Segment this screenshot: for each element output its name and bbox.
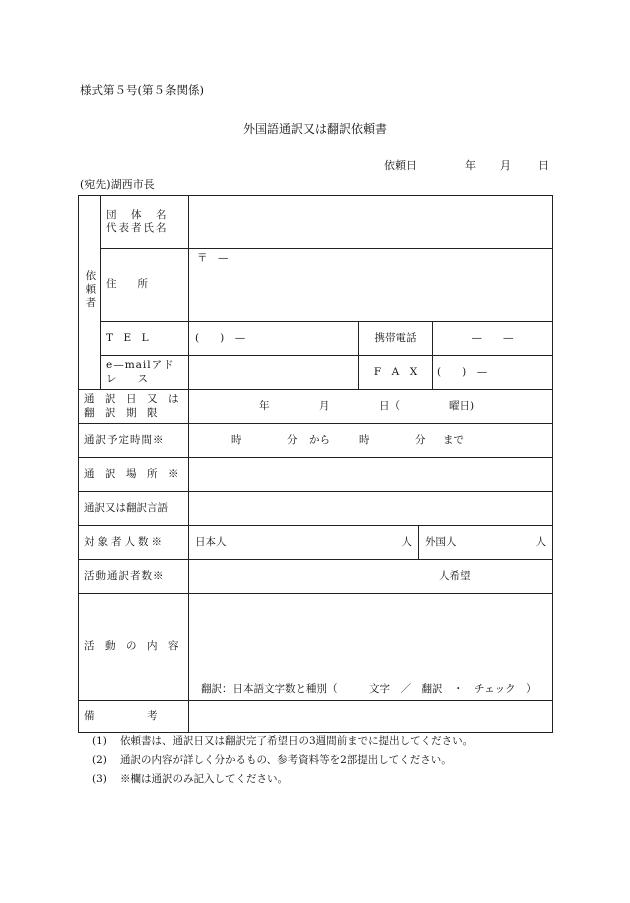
fax-value: ( ) — <box>437 365 488 378</box>
deadline-label-line2: 翻 訳 期 限 <box>84 406 158 419</box>
tel-field[interactable] <box>189 322 359 356</box>
tel-label-cell <box>101 322 189 356</box>
email-label-line1: e—mailアド <box>106 359 175 372</box>
mobile-value: — — <box>471 331 514 344</box>
deadline-label-cell <box>79 390 189 424</box>
activity-label-cell <box>79 594 189 701</box>
remarks-label: 備 考 <box>84 709 158 722</box>
time-field[interactable] <box>189 424 553 458</box>
request-date-label: 依頼日 <box>384 159 417 172</box>
mobile-field[interactable] <box>433 322 553 356</box>
note-item: (1) 依頼書は、通訳日又は翻訳完了希望日の3週間前までに提出してください。 <box>92 735 474 747</box>
fax-label: F A X <box>373 365 418 378</box>
language-label-cell <box>79 492 189 526</box>
foreign-count-field[interactable] <box>419 526 553 560</box>
japanese-unit: 人 <box>401 535 412 548</box>
form-number: 様式第５号(第５条関係) <box>80 83 204 97</box>
time-label-cell <box>79 424 189 458</box>
org-name-label: 団 体 名 <box>106 208 169 221</box>
activity-label: 活 動 の 内 容 <box>84 640 179 653</box>
org-name-field[interactable] <box>189 196 553 249</box>
interpreters-field[interactable] <box>189 560 553 594</box>
fax-field[interactable] <box>433 356 553 390</box>
mobile-label-cell <box>359 322 433 356</box>
deadline-year: 年 <box>259 399 270 412</box>
email-field[interactable] <box>189 356 359 390</box>
time-minute-to: 分 <box>415 433 426 446</box>
address-label: 住 所 <box>106 278 148 291</box>
email-label-line2: レ ス <box>106 372 148 385</box>
participants-label: 対象者人数※ <box>84 535 165 548</box>
request-date-day: 日 <box>538 159 549 172</box>
fax-label-cell <box>359 356 433 390</box>
notes-list <box>92 732 473 789</box>
foreign-unit: 人 <box>535 535 547 548</box>
deadline-label-line1: 通 訳 日 又 は <box>84 393 179 406</box>
interpreters-label: 活動通訳者数※ <box>84 569 165 582</box>
note-item: (3) ※欄は通訳のみ記入してください。 <box>92 773 288 785</box>
remarks-field[interactable] <box>189 701 553 733</box>
time-label: 通訳予定時間※ <box>84 433 165 446</box>
email-label-cell <box>101 356 189 390</box>
deadline-day: 日（ <box>379 399 400 412</box>
org-name-label-cell <box>101 196 189 249</box>
note-item: (2) 通訳の内容が詳しく分かるもの、参考資料等を2部提出してください。 <box>92 754 452 766</box>
tel-label: T E L <box>106 331 149 344</box>
activity-field[interactable] <box>189 594 553 701</box>
request-date-year: 年 <box>465 159 476 172</box>
japanese-label: 日本人 <box>195 535 227 548</box>
place-label-cell <box>79 458 189 492</box>
japanese-count-field[interactable] <box>189 526 419 560</box>
participants-label-cell <box>79 526 189 560</box>
postal-mark: 〒 — <box>197 252 229 264</box>
remarks-label-cell <box>79 701 189 733</box>
time-from-word: から <box>309 433 330 446</box>
tel-value: ( ) — <box>195 331 246 344</box>
time-hour-to: 時 <box>359 433 370 446</box>
translation-note: 翻訳：日本語文字数と種別（ 文字 ／ 翻訳 ・ チェック ） <box>201 682 537 695</box>
requester-group-label: 依頼者 <box>84 269 97 311</box>
document-title: 外国語通訳又は翻訳依頼書 <box>242 122 387 136</box>
request-form-table <box>78 195 553 733</box>
interpreters-value: 人希望 <box>439 569 471 582</box>
deadline-field[interactable] <box>189 390 553 424</box>
address-label-cell <box>101 249 189 322</box>
place-label: 通 訳 場 所 ※ <box>84 467 179 480</box>
representative-label: 代表者氏名 <box>106 222 169 234</box>
language-label: 通訳又は翻訳言語 <box>84 501 168 514</box>
mobile-label: 携帯電話 <box>374 331 417 344</box>
time-hour-from: 時 <box>231 433 242 446</box>
address-field[interactable] <box>189 249 553 322</box>
request-date-month: 月 <box>500 159 511 172</box>
time-minute-from: 分 <box>287 433 298 446</box>
time-to-word: まで <box>443 433 464 446</box>
requester-group-cell <box>79 196 101 390</box>
foreign-label: 外国人 <box>425 535 457 548</box>
place-field[interactable] <box>189 458 553 492</box>
interpreters-label-cell <box>79 560 189 594</box>
language-field[interactable] <box>189 492 553 526</box>
deadline-weekday: 曜日) <box>449 399 475 412</box>
addressee: (宛先)湖西市長 <box>80 178 155 191</box>
deadline-month: 月 <box>319 399 330 412</box>
